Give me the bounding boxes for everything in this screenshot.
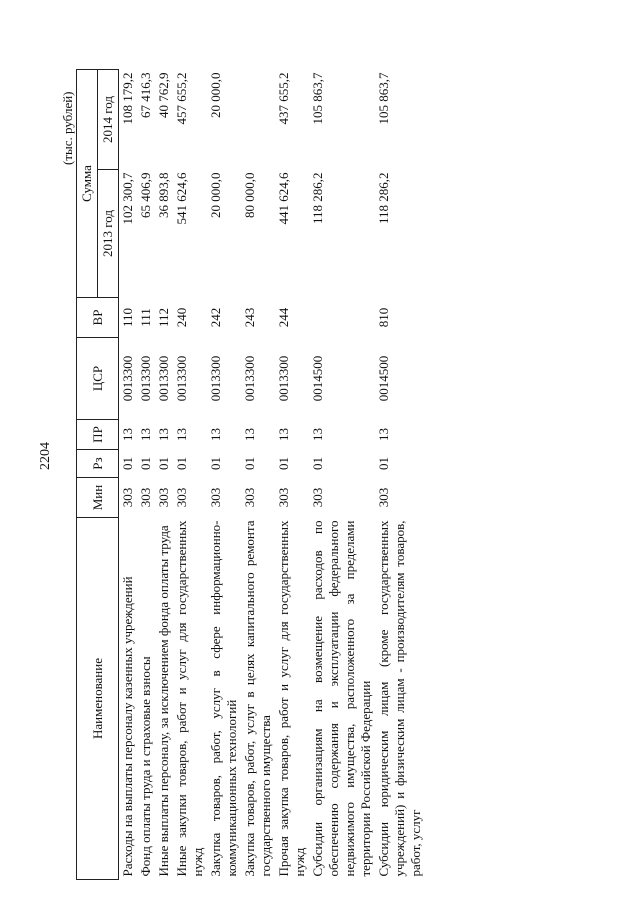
table-row — [309, 70, 375, 880]
row-pr: 13 — [310, 428, 325, 441]
table-row — [119, 70, 138, 880]
row-csr: 0014500 — [376, 355, 391, 402]
row-sum-2014: 20 000,0 — [208, 72, 223, 118]
row-sum-2013: 20 000,0 — [208, 172, 223, 218]
row-sum-2013: 65 406,9 — [138, 172, 153, 218]
row-min: 303 — [376, 487, 391, 508]
budget-table — [76, 69, 425, 880]
row-rz: 01 — [156, 457, 171, 470]
row-sum-2014: 40 762,9 — [156, 72, 171, 118]
row-csr: 0013300 — [120, 355, 135, 402]
row-name: Закупка товаров, работ, услуг в целях капитального ремонта государственного имущества — [242, 520, 273, 877]
row-rz: 01 — [310, 457, 325, 470]
row-csr: 0013300 — [138, 355, 153, 402]
header-year-2013: 2013 год — [98, 170, 119, 298]
row-rz: 01 — [276, 457, 291, 470]
row-vr: 112 — [156, 307, 171, 328]
header-pr: ПР — [77, 420, 119, 450]
row-rz: 01 — [120, 457, 135, 470]
header-year-2014: 2014 год — [98, 70, 119, 170]
row-rz: 01 — [174, 457, 189, 470]
row-sum-2013: 118 286,2 — [376, 172, 391, 225]
row-pr: 13 — [208, 428, 223, 441]
table-row — [375, 70, 425, 880]
row-name: Фонд оплаты труда и страховые взносы — [138, 656, 153, 877]
row-csr: 0013300 — [208, 355, 223, 402]
header-vr: ВР — [77, 298, 119, 338]
table-row — [155, 70, 173, 880]
header-rz: Рз — [77, 450, 119, 478]
row-min: 303 — [138, 487, 153, 508]
row-sum-2013: 441 624,6 — [276, 172, 291, 225]
row-csr: 0013300 — [276, 355, 291, 402]
units-label: (тыс. рублей) — [60, 91, 75, 165]
row-min: 303 — [120, 487, 135, 508]
row-pr: 13 — [276, 428, 291, 441]
row-pr: 13 — [174, 428, 189, 441]
row-sum-2014 — [241, 70, 275, 170]
table-row — [275, 70, 309, 880]
row-name: Иные выплаты персоналу, за исключением фонда оплаты труда — [156, 525, 171, 877]
row-csr: 0013300 — [174, 355, 189, 402]
row-min: 303 — [242, 487, 257, 508]
row-rz: 01 — [208, 457, 223, 470]
row-min: 303 — [276, 487, 291, 508]
row-name: Субсидии юридическим лицам (кроме государственных учреждений) и физическим лицам - производителям товаров, работ, услуг — [376, 520, 423, 877]
row-pr: 13 — [242, 428, 257, 441]
row-sum-2013: 541 624,6 — [174, 172, 189, 225]
header-sum: Сумма — [77, 70, 98, 298]
row-pr: 13 — [156, 428, 171, 441]
table-row — [173, 70, 207, 880]
header-csr: ЦСР — [77, 338, 119, 420]
row-name: Закупка товаров, работ, услуг в сфере информационно-коммуникационных технологий — [208, 520, 239, 877]
row-csr: 0014500 — [310, 355, 325, 402]
row-vr: 243 — [242, 307, 257, 328]
row-min: 303 — [156, 487, 171, 508]
row-min: 303 — [174, 487, 189, 508]
row-vr: 810 — [376, 307, 391, 328]
row-pr: 13 — [120, 428, 135, 441]
table-row — [207, 70, 241, 880]
row-name: Прочая закупка товаров, работ и услуг для государственных нужд — [276, 520, 307, 877]
page-number: 2204 — [38, 442, 53, 470]
row-sum-2013: 118 286,2 — [310, 172, 325, 225]
row-sum-2014: 108 179,2 — [120, 72, 135, 125]
row-pr: 13 — [376, 428, 391, 441]
row-name: Расходы на выплаты персоналу казенных учреждений — [120, 576, 135, 877]
row-sum-2013: 80 000,0 — [242, 172, 257, 218]
row-min: 303 — [208, 487, 223, 508]
table-row — [241, 70, 275, 880]
row-sum-2013: 36 893,8 — [156, 172, 171, 218]
row-vr: 240 — [174, 307, 189, 328]
row-sum-2014: 67 416,3 — [138, 72, 153, 118]
row-name: Субсидии организациям на возмещение расходов по обеспечению содержания и эксплуатации федерального недвижимого имущества, расположенного за пределами территории Российской Федерации — [310, 520, 373, 877]
row-vr: 110 — [120, 307, 135, 328]
row-rz: 01 — [376, 457, 391, 470]
row-pr: 13 — [138, 428, 153, 441]
row-csr: 0013300 — [242, 355, 257, 402]
row-sum-2014: 105 863,7 — [310, 72, 325, 125]
row-min: 303 — [310, 487, 325, 508]
row-csr: 0013300 — [156, 355, 171, 402]
row-sum-2014: 457 655,2 — [174, 72, 189, 125]
header-min: Мин — [77, 478, 119, 518]
row-vr: 244 — [276, 307, 291, 328]
row-name: Иные закупки товаров, работ и услуг для государственных нужд — [174, 520, 205, 877]
row-rz: 01 — [242, 457, 257, 470]
row-sum-2013: 102 300,7 — [120, 172, 135, 225]
row-vr: 242 — [208, 307, 223, 328]
row-vr — [309, 298, 375, 338]
table-row — [137, 70, 155, 880]
row-sum-2014: 437 655,2 — [276, 72, 291, 125]
row-rz: 01 — [138, 457, 153, 470]
row-vr: 111 — [138, 308, 153, 327]
header-name: Наименование — [77, 518, 119, 880]
row-sum-2014: 105 863,7 — [376, 72, 391, 125]
